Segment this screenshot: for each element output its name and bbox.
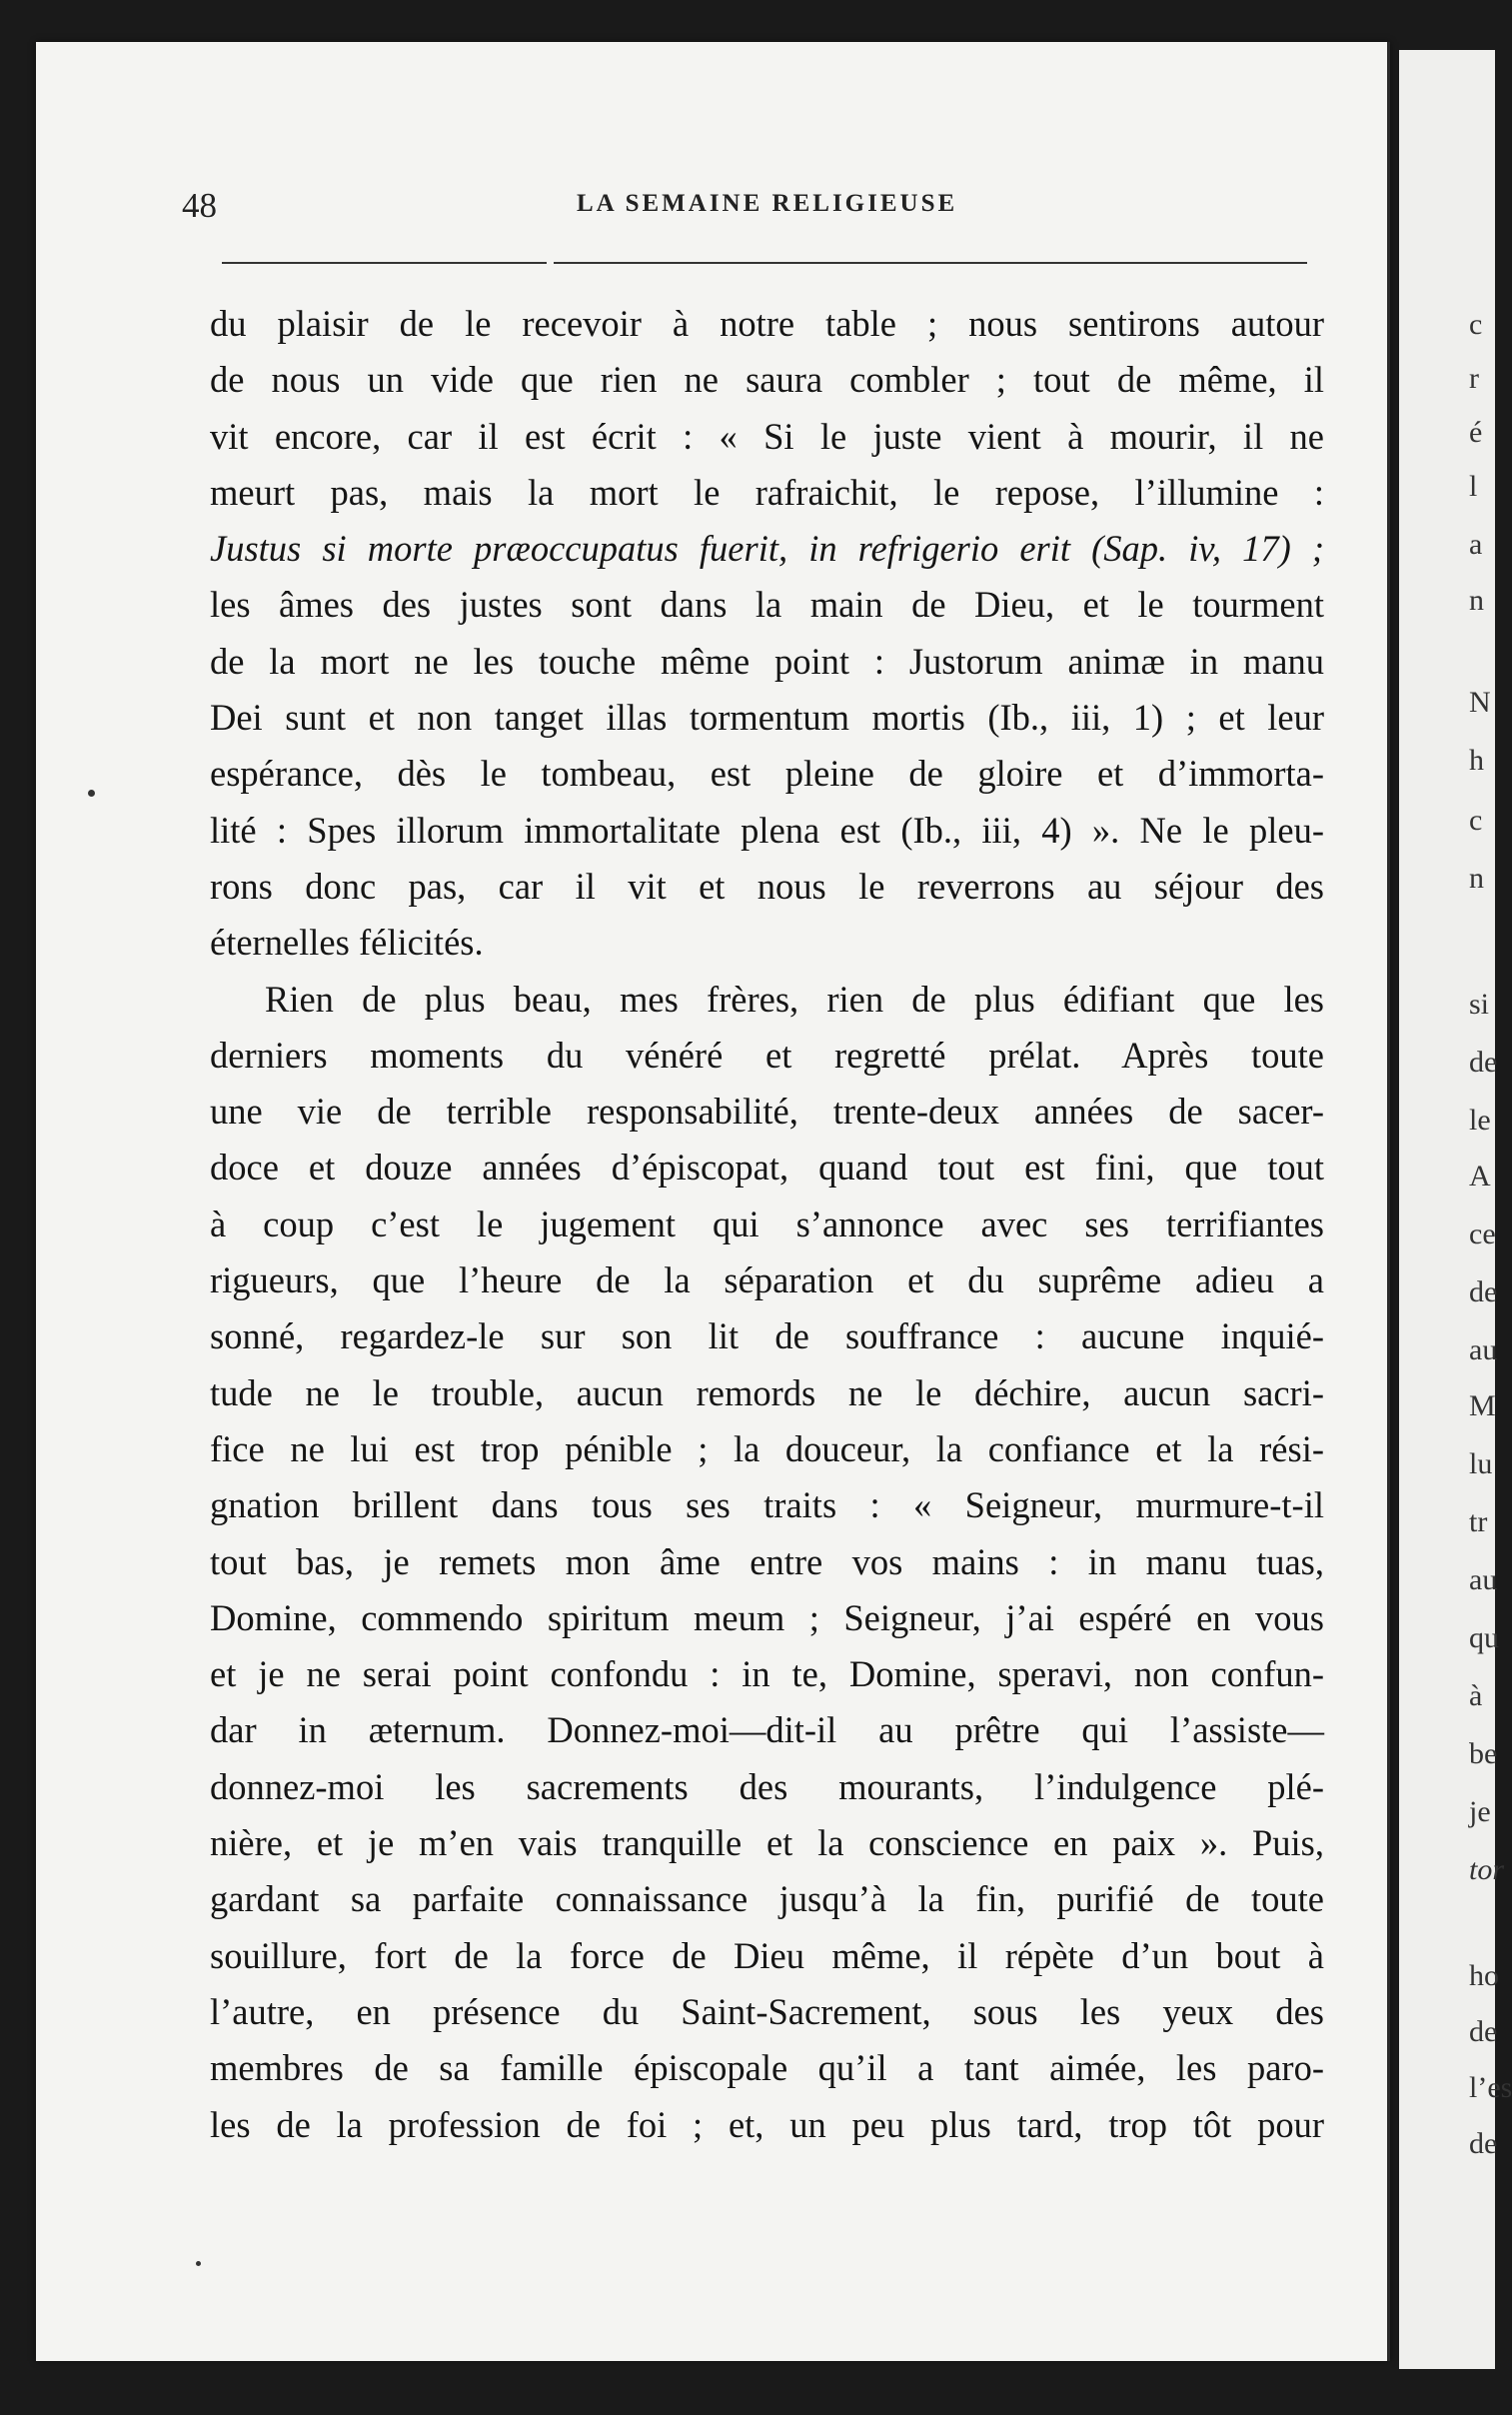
text-line: Domine, commendo spiritum meum ; Seigneur, j’ai espéré en vous — [210, 1596, 1324, 1638]
text-line: Rien de plus beau, mes frères, rien de plus édifiant que les — [265, 978, 1324, 1020]
adjacent-page-fragment: l — [1469, 470, 1478, 503]
page-number: 48 — [182, 186, 217, 225]
text-line: les de la profession de foi ; et, un peu plus tard, trop tôt pour — [210, 2103, 1324, 2145]
adjacent-page-fragment: je — [1469, 1795, 1491, 1828]
adjacent-page-fragment: tr — [1469, 1505, 1488, 1538]
page-header — [182, 186, 1311, 226]
adjacent-page-fragment: lu — [1469, 1447, 1493, 1480]
text-line: tude ne le trouble, aucun remords ne le déchire, aucun sacri- — [210, 1371, 1324, 1413]
text-line: sonné, regardez-le sur son lit de souffrance : aucune inquié- — [210, 1315, 1324, 1357]
adjacent-page-fragment: é — [1469, 416, 1483, 449]
text-line: les âmes des justes sont dans la main de Dieu, et le tourment — [210, 584, 1324, 626]
margin-speck — [88, 790, 95, 797]
text-line: vit encore, car il est écrit : « Si le juste vient à mourir, il ne — [210, 415, 1324, 457]
adjacent-page-fragment: n — [1469, 584, 1484, 617]
text-line: fice ne lui est trop pénible ; la douceur, la confiance et la rési- — [210, 1427, 1324, 1469]
adjacent-page-fragment: le — [1469, 1104, 1491, 1137]
text-line: dar in æternum. Donnez-moi—dit-il au prêtre qui l’assiste— — [210, 1709, 1324, 1751]
text-line: l’autre, en présence du Saint-Sacrement, sous les yeux des — [210, 1990, 1324, 2032]
text-line: espérance, dès le tombeau, est pleine de gloire et d’immorta- — [210, 753, 1324, 795]
text-line: rons donc pas, car il vit et nous le reverrons au séjour des — [210, 865, 1324, 907]
text-line: nière, et je m’en vais tranquille et la conscience en paix ». Puis, — [210, 1822, 1324, 1864]
margin-speck — [196, 2261, 201, 2266]
adjacent-page-fragment: ce — [1469, 1217, 1496, 1250]
header-rule-right — [554, 262, 1307, 264]
adjacent-page-fragment: be — [1469, 1737, 1498, 1770]
text-line: éternelles félicités. — [210, 922, 484, 964]
text-line: lité : Spes illorum immortalitate plena est (Ib., iii, 4) ». Ne le pleu- — [210, 809, 1324, 851]
text-line: du plaisir de le recevoir à notre table ; nous sentirons autour — [210, 303, 1324, 344]
adjacent-page-fragment: de — [1469, 2127, 1498, 2160]
text-line: rigueurs, que l’heure de la séparation et du suprême adieu a — [210, 1259, 1324, 1301]
text-line: de la mort ne les touche même point : Justorum animæ in manu — [210, 640, 1324, 682]
body-text — [210, 296, 1324, 2153]
text-line: une vie de terrible responsabilité, trente-deux années de sacer- — [210, 1091, 1324, 1133]
text-line: doce et douze années d’épiscopat, quand tout est fini, que tout — [210, 1147, 1324, 1189]
adjacent-page-fragment: ho — [1469, 1959, 1499, 1992]
adjacent-page-fragment: M — [1469, 1389, 1496, 1422]
adjacent-page-fragment: à — [1469, 1679, 1483, 1712]
text-line: donnez-moi les sacrements des mourants, l’indulgence plé- — [210, 1765, 1324, 1807]
adjacent-page-fragment: A — [1469, 1160, 1491, 1193]
adjacent-page-fragment: c — [1469, 308, 1483, 341]
text-line: et je ne serai point confondu : in te, Domine, speravi, non confun- — [210, 1653, 1324, 1695]
adjacent-page-fragment: de — [1469, 2015, 1498, 2048]
adjacent-page-fragment: r — [1469, 362, 1479, 395]
adjacent-page-fragment: n — [1469, 862, 1484, 895]
text-line: souillure, fort de la force de Dieu même, il répète d’un bout à — [210, 1934, 1324, 1976]
adjacent-page-fragment: si — [1469, 988, 1490, 1021]
text-line: membres de sa famille épiscopale qu’il a tant aimée, les paro- — [210, 2047, 1324, 2089]
text-line: Justus si morte præoccupatus fuerit, in refrigerio erit (Sap. iv, 17) ; — [210, 528, 1324, 570]
text-line: gardant sa parfaite connaissance jusqu’à la fin, purifié de toute — [210, 1878, 1324, 1920]
text-line: meurt pas, mais la mort le rafraichit, le repose, l’illumine : — [210, 471, 1324, 513]
header-rule-left — [222, 262, 547, 264]
adjacent-page-fragment: au — [1469, 1333, 1498, 1366]
text-line: derniers moments du vénéré et regretté prélat. Après toute — [210, 1034, 1324, 1076]
text-line: Dei sunt et non tanget illas tormentum mortis (Ib., iii, 1) ; et leur — [210, 697, 1324, 739]
adjacent-page-fragment: tor — [1469, 1853, 1505, 1886]
adjacent-page-fragment: l’es — [1469, 2071, 1512, 2104]
text-line: à coup c’est le jugement qui s’annonce avec ses terrifiantes — [210, 1203, 1324, 1244]
adjacent-page-fragment: N — [1469, 686, 1491, 719]
adjacent-page-fragment: h — [1469, 744, 1484, 777]
text-line: tout bas, je remets mon âme entre vos mains : in manu tuas, — [210, 1540, 1324, 1582]
adjacent-page-fragment: c — [1469, 804, 1483, 837]
adjacent-page-fragment: de — [1469, 1046, 1498, 1079]
adjacent-page-fragment: a — [1469, 528, 1483, 561]
adjacent-page-fragment: au — [1469, 1563, 1498, 1596]
running-title: LA SEMAINE RELIGIEUSE — [577, 190, 958, 217]
adjacent-page-fragment: de — [1469, 1275, 1498, 1308]
text-line: de nous un vide que rien ne saura combler ; tout de même, il — [210, 359, 1324, 401]
adjacent-page-fragment: qu — [1469, 1621, 1499, 1654]
text-line: gnation brillent dans tous ses traits : « Seigneur, murmure-t-il — [210, 1484, 1324, 1526]
